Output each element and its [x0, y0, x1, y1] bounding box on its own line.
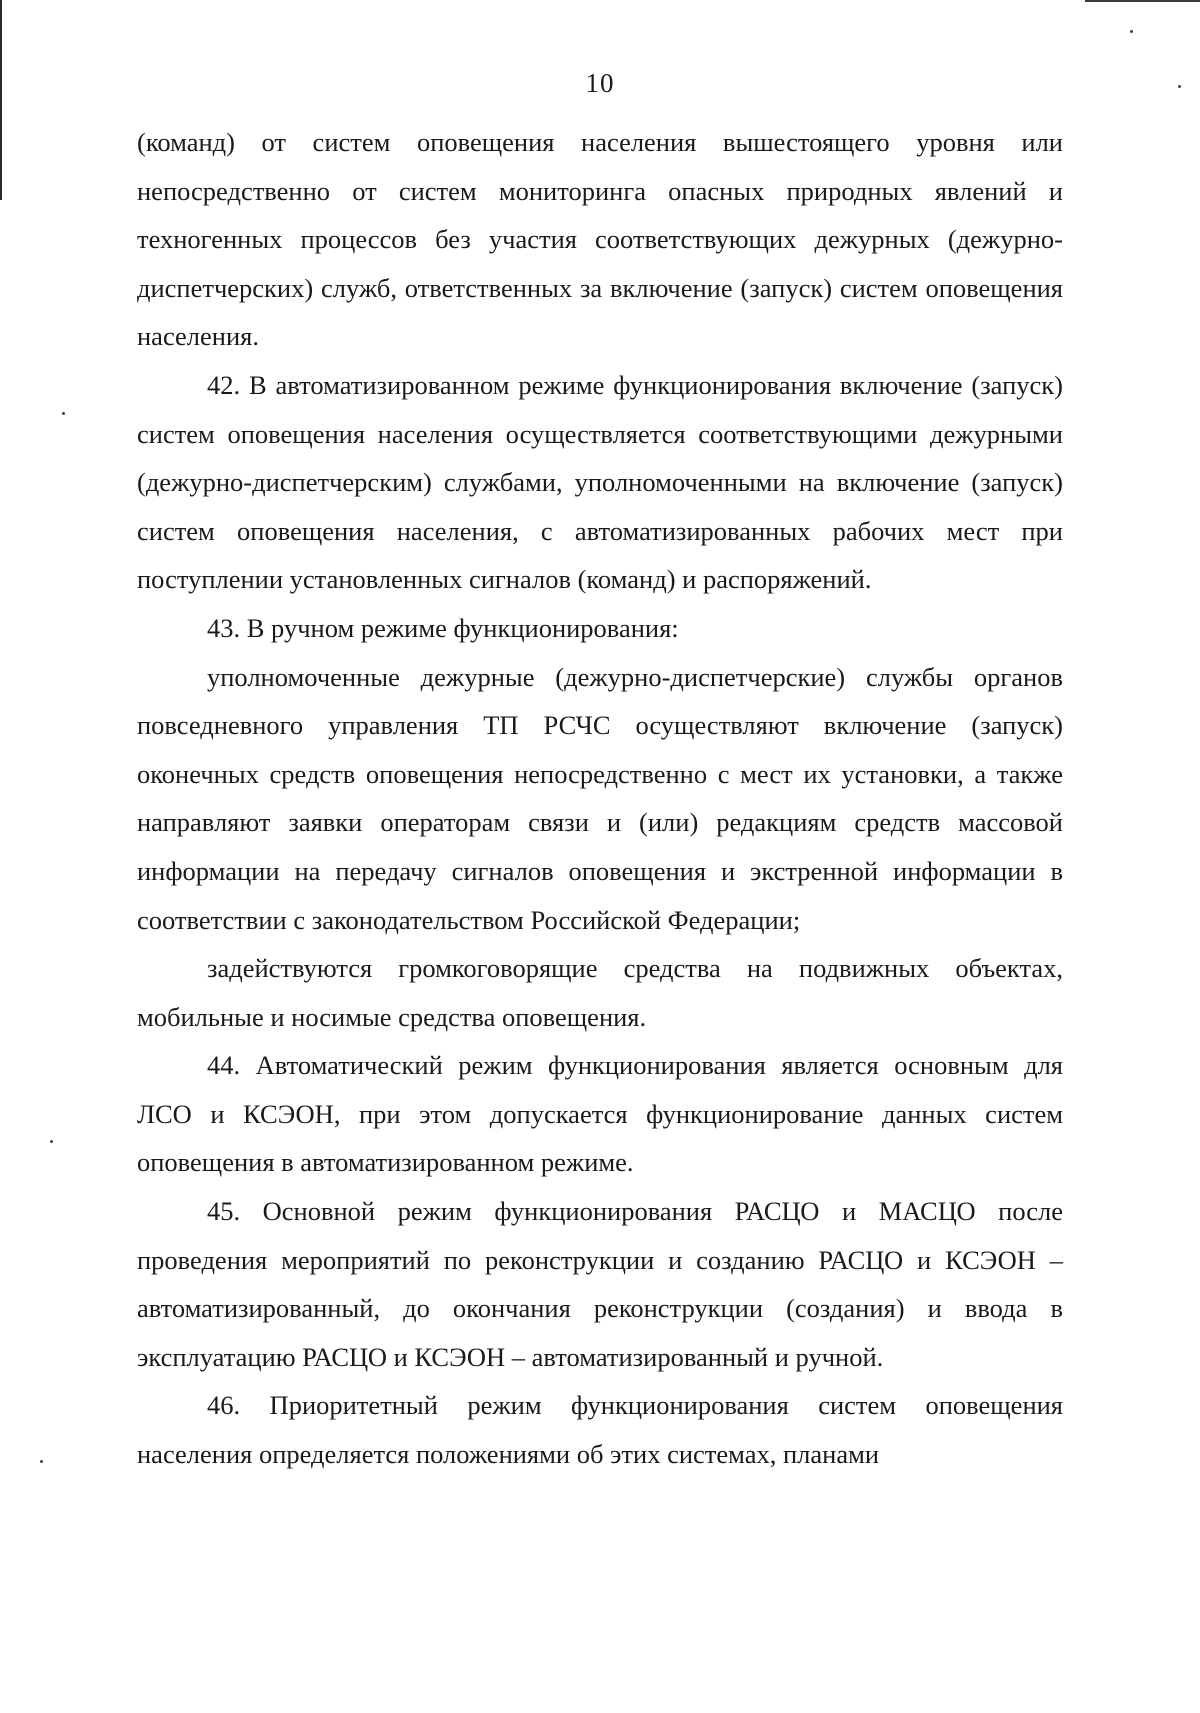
paragraph-continuation: (команд) от систем оповещения населения вышестоящего уровня или непосредственно от систем мониторинга опасных природных явлений и техногенных процессов без участия соответствующих дежурных (дежурно-диспетчерских) служб, ответственных за включение (запуск) систем оповещения населения.: [137, 127, 1063, 352]
paragraph-43-item-1: уполномоченные дежурные (дежурно-диспетчерские) службы органов повседневного управления ТП РСЧС осуществляют включение (запуск) оконечных средств оповещения непосредственно с мест их установки, а также направляют заявки операторам связи и (или) редакциям средств массовой информации на передачу сигналов оповещения и экстренной информации в соответствии с законодательством Российской Федерации;: [137, 661, 1063, 935]
document-body: [137, 118, 1063, 1479]
scan-speck: [50, 1140, 53, 1143]
paragraph-46: 46. Приоритетный режим функционирования систем оповещения населения определяется положениями об этих системах, планами: [137, 1390, 1063, 1470]
scan-edge-left: [0, 0, 2, 200]
scan-speck: [1130, 30, 1133, 33]
scan-edge-top: [1085, 0, 1200, 2]
paragraph-43: 43. В ручном режиме функционирования:: [207, 612, 679, 643]
paragraph-42: 42. В автоматизированном режиме функционирования включение (запуск) систем оповещения населения осуществляется соответствующими дежурными (дежурно-диспетчерским) службами, уполномоченными на включение (запуск) систем оповещения населения, с автоматизированных рабочих мест при поступлении установленных сигналов (команд) и распоряжений.: [137, 369, 1063, 595]
paragraph-44: 44. Автоматический режим функционирования является основным для ЛСО и КСЭОН, при этом допускается функционирование данных систем оповещения в автоматизированном режиме.: [137, 1050, 1063, 1178]
scan-speck: [62, 412, 65, 415]
page-number: 10: [585, 68, 615, 98]
paragraph-45: 45. Основной режим функционирования РАСЦО и МАСЦО после проведения мероприятий по реконструкции и созданию РАСЦО и КСЭОН – автоматизированный, до окончания реконструкции (создания) и ввода в эксплуатацию РАСЦО и КСЭОН – автоматизированный и ручной.: [137, 1196, 1063, 1372]
scan-speck: [40, 1460, 43, 1463]
paragraph-43-item-2: задействуются громкоговорящие средства на подвижных объектах, мобильные и носимые средства оповещения.: [137, 953, 1063, 1032]
